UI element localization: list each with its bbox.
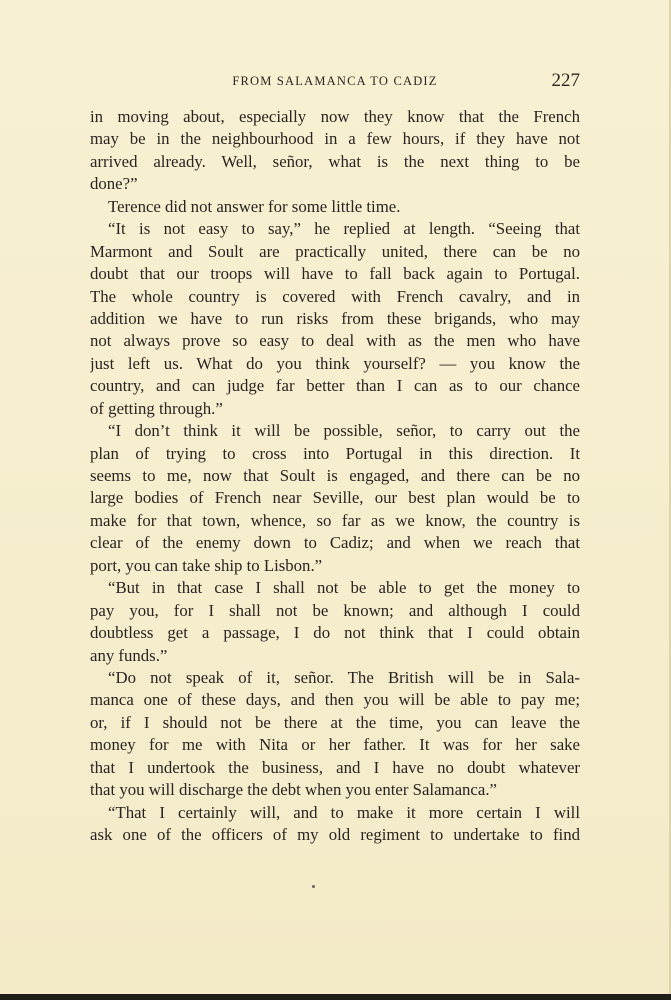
text-line: done?” [90,174,138,194]
text-line: any funds.” [90,645,168,665]
text-line: “It is not easy to say,” he replied at length. “Seeing that [108,219,580,239]
text-line: doubt that our troops will have to fall back again to Portugal. [90,264,580,284]
running-title: FROM SALAMANCA TO CADIZ [232,74,438,88]
text-line: ask one of the officers of my old regiment to undertake to find [90,825,580,844]
text-line: seems to me, now that Soult is engaged, and there can be no [90,466,580,485]
text-line: money for me with Nita or her father. It was for her sake [90,735,580,755]
text-line: that I undertook the business, and I have no doubt whatever [90,757,580,777]
page-number: 227 [551,70,580,91]
text-line: clear of the enemy down to Cadiz; and when we reach that [90,533,580,553]
text-line: arrived already. Well, señor, what is the next thing to be [90,151,580,171]
text-line: country, and can judge far better than I can as to our chance [90,376,580,396]
text-line: doubtless get a passage, I do not think that I could obtain [90,623,580,643]
text-line: manca one of these days, and then you will be able to pay me; [90,690,580,710]
text-line: may be in the neighbourhood in a few hours, if they have not [90,129,580,149]
text-line: in moving about, especially now they know that the French [90,107,580,126]
running-head [90,70,580,94]
text-line: addition we have to run risks from these brigands, who may [90,308,580,328]
text-line: Terence did not answer for some little time. [108,196,401,216]
text-line: make for that town, whence, so far as we know, the country is [90,510,580,530]
bottom-scan-border [0,994,671,1000]
text-line: not always prove so easy to deal with as the men who have [90,331,580,351]
text-line: Marmont and Soult are practically united, there can be no [90,241,580,261]
text-line: large bodies of French near Seville, our best plan would be to [90,488,580,508]
text-line: pay you, for I shall not be known; and although I could [90,600,580,620]
text-line: just left us. What do you think yourself? — you know the [90,353,580,373]
text-line: or, if I should not be there at the time, you can leave the [90,712,580,732]
text-line: “Do not speak of it, señor. The British will be in Sala- [108,667,580,687]
text-line: “That I certainly will, and to make it more certain I will [108,802,580,822]
text-line: “But in that case I shall not be able to get the money to [108,578,580,598]
print-speck [312,885,315,888]
text-line: of getting through.” [90,398,223,418]
text-line: port, you can take ship to Lisbon.” [90,555,323,575]
text-line: The whole country is covered with French cavalry, and in [90,286,580,306]
text-line: that you will discharge the debt when you enter Salamanca.” [90,780,497,800]
text-line: “I don’t think it will be possible, señor, to carry out the [108,421,580,441]
body-text [90,106,580,846]
text-line: plan of trying to cross into Portugal in this direction. It [90,443,580,463]
